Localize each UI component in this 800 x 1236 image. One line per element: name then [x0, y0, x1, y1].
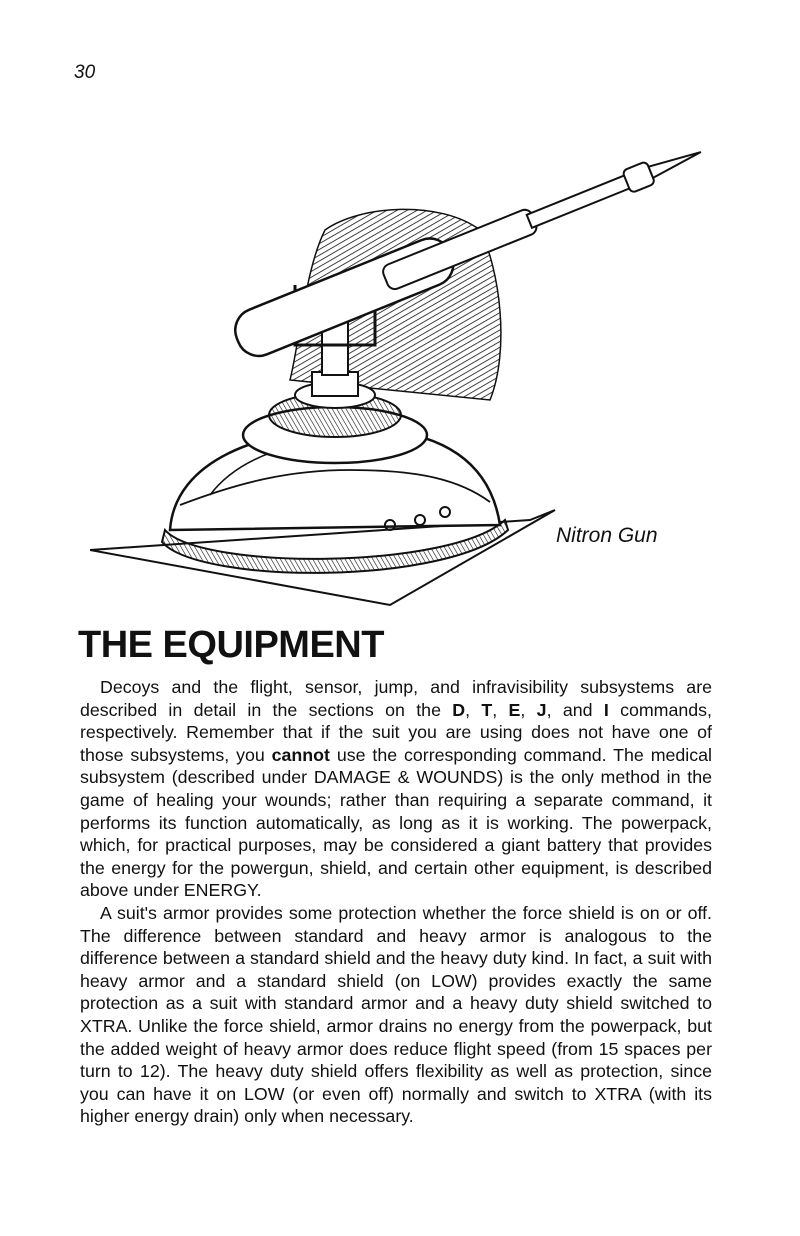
separator: ,	[465, 699, 482, 720]
command-e: E	[508, 699, 521, 720]
paragraph-1-part-c: use the corresponding command. The medical subsystem (described under DAMAGE & WOUNDS) is the only method in the game of healing your wounds; rather than requiring a separate command, it performs its function automatically, as long as it is working. The powerpack, which, for practical purposes, may be considered a giant battery that provides the energy for the powergun, shield, and certain other equipment, is described above under ENERGY.	[80, 744, 712, 901]
emphasis-cannot: cannot	[271, 744, 330, 765]
command-d: D	[452, 699, 466, 720]
section-heading: THE EQUIPMENT	[78, 624, 384, 666]
separator: ,	[492, 699, 509, 720]
command-t: T	[481, 699, 493, 720]
figure-caption: Nitron Gun	[556, 524, 658, 547]
separator: , and	[546, 699, 604, 720]
gun-tip	[649, 146, 704, 177]
gun-barrel	[527, 174, 634, 228]
page-number: 30	[74, 62, 96, 83]
body-text	[80, 676, 712, 1128]
paragraph-2: A suit's armor provides some protection whether the force shield is on or off. The difference between standard and heavy armor is analogous to the difference between a standard shield and the heavy duty kind. In fact, a suit with heavy armor and a standard shield (on LOW) provides exactly the same protection as a suit with standard armor and a heavy duty shield switched to XTRA. Unlike the force shield, armor drains no energy from the powerpack, but the added weight of heavy armor does reduce flight speed (from 15 spaces per turn to 12). The heavy duty shield offers flexibility as well as protection, since you can have it on LOW (or even off) normally and switch to XTRA (with its higher energy drain) only when necessary.	[80, 902, 712, 1127]
separator: ,	[520, 699, 537, 720]
command-j: J	[536, 699, 547, 720]
command-i: I	[603, 699, 609, 720]
paragraph-1	[80, 676, 712, 902]
paragraph-1-part-a: Decoys and the flight, sensor, jump, and infravisibility subsystems are described in detail in the sections on the	[80, 677, 712, 720]
paragraph-1-part-b: commands, respectively. Remember that if the suit you are using does not have one of those subsystems, you	[80, 699, 712, 765]
